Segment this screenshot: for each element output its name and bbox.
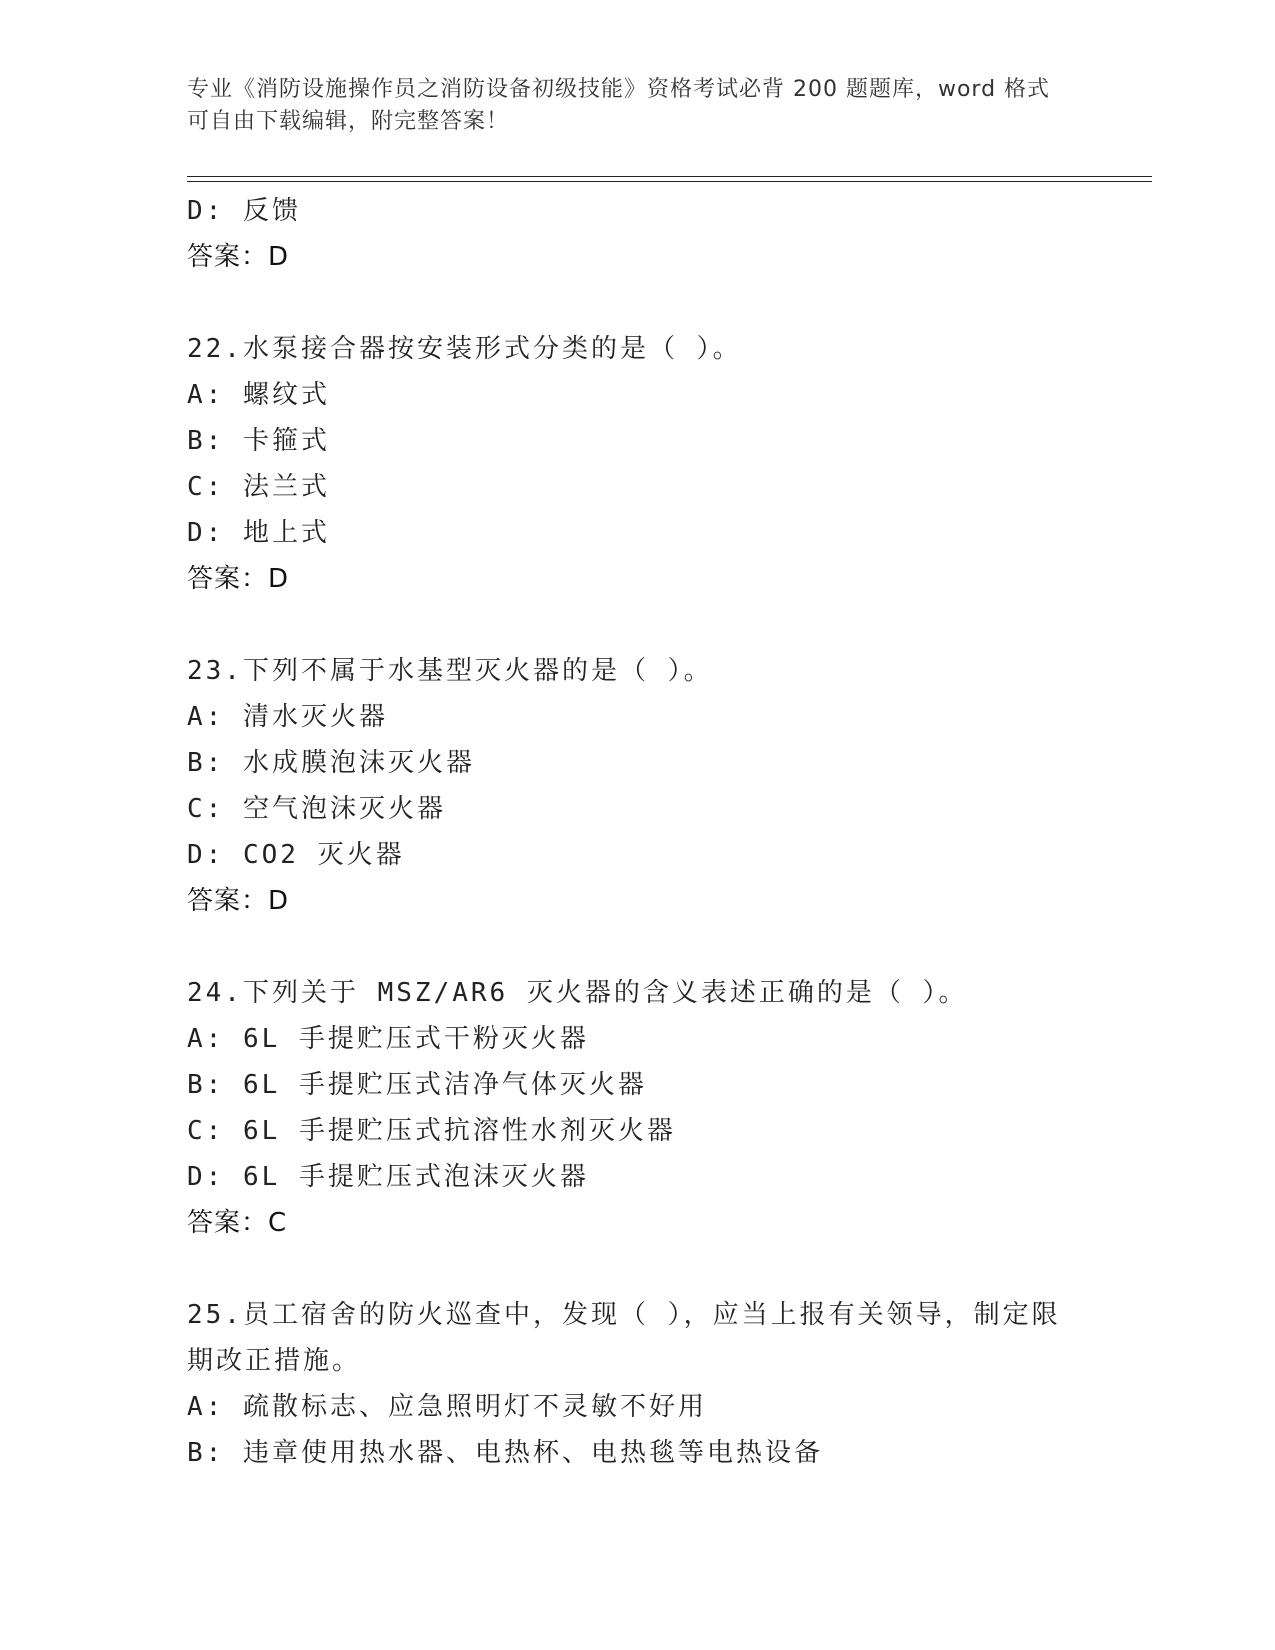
option-c: C: 6L 手提贮压式抗溶性水剂灭火器 [187, 1116, 676, 1146]
option-b: B: 6L 手提贮压式洁净气体灭火器 [187, 1070, 647, 1100]
question-stem: 22.水泵接合器按安装形式分类的是（ ）。 [187, 334, 742, 364]
document-header: 专业《消防设施操作员之消防设备初级技能》资格考试必背 200 题题库，word 格式可自由下载编辑，附完整答案！ [187, 77, 1051, 134]
option-a: A: 螺纹式 [187, 380, 330, 410]
option-a: A: 疏散标志、应急照明灯不灵敏不好用 [187, 1392, 707, 1422]
option-c: C: 法兰式 [187, 472, 330, 502]
answer-line: 答案：D [187, 886, 290, 916]
option-d: D: 地上式 [187, 518, 330, 548]
spacer [187, 1246, 1127, 1292]
answer-line: 答案：D [187, 564, 290, 594]
question-stem: 25.员工宿舍的防火巡查中，发现（ ），应当上报有关领导，制定限期改正措施。 [187, 1300, 1061, 1376]
option-a: A: 6L 手提贮压式干粉灭火器 [187, 1024, 589, 1054]
header-divider-bottom [187, 181, 1152, 182]
option-b: B: 水成膜泡沫灭火器 [187, 748, 475, 778]
option-b: B: 违章使用热水器、电热杯、电热毯等电热设备 [187, 1438, 823, 1468]
spacer [187, 280, 1127, 326]
answer-line: 答案：C [187, 1208, 288, 1238]
option-a: A: 清水灭火器 [187, 702, 388, 732]
question-25 [187, 1292, 1127, 1476]
spacer [187, 602, 1127, 648]
option-b: B: 卡箍式 [187, 426, 330, 456]
question-24 [187, 970, 1127, 1246]
answer-line: 答案：D [187, 242, 290, 272]
document-body [187, 188, 1127, 1476]
spacer [187, 924, 1127, 970]
question-stem: 24.下列关于 MSZ/AR6 灭火器的含义表述正确的是（ ）。 [187, 978, 968, 1008]
question-22 [187, 326, 1127, 602]
question-stem: 23.下列不属于水基型灭火器的是（ ）。 [187, 656, 713, 686]
header-divider-top [187, 176, 1152, 177]
option-d: D: 反馈 [187, 196, 301, 226]
option-c: C: 空气泡沫灭火器 [187, 794, 446, 824]
question-23 [187, 648, 1127, 924]
option-d: D: CO2 灭火器 [187, 840, 405, 870]
option-d: D: 6L 手提贮压式泡沫灭火器 [187, 1162, 589, 1192]
